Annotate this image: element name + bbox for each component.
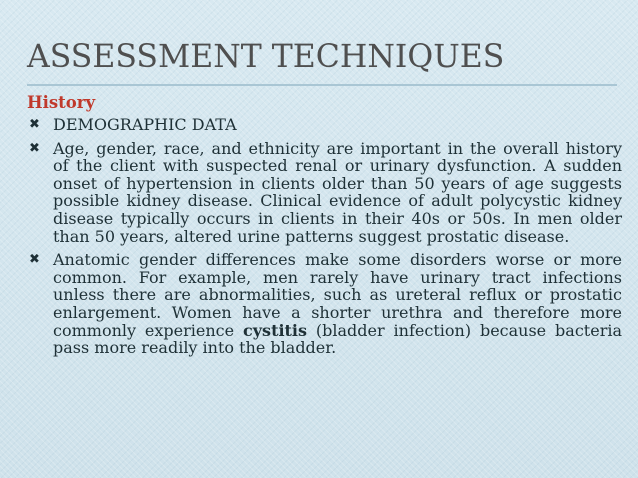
x-mark-icon: ✖ [29,140,40,156]
bullet-text [53,251,622,357]
bullet-text: Age, gender, race, and ethnicity are important in the overall history of the client with suspected renal or urinary dysfunction. A sudden onset of hypertension in clients older than 50 years of age suggests possible kidney disease. Clinical evidence of adult polycystic kidney disease typically occurs in clients in their 40s or 50s. In men older than 50 years, altered urine patterns suggest prostatic disease. [53,138,622,246]
bullet-item [27,251,622,357]
bullet-text-part: (bladder infection) because bacteria pass more readily into the bladder. [53,320,623,358]
bullet-item [27,116,622,134]
bullet-text: DEMOGRAPHIC DATA [53,115,237,134]
title-divider [27,84,617,86]
bold-term: cystitis [243,320,308,340]
bullet-text-part: Anatomic gender differences make some disorders worse or more common. For example, men rarely have urinary tract infections unless there are abnormalities, such as ureteral reflux or prostatic enlargement. Women have a shorter urethra and therefore more commonly experience [53,250,622,340]
bullet-item [27,140,622,246]
slide-title: ASSESSMENT TECHNIQUES [27,39,505,75]
x-mark-icon: ✖ [29,117,40,132]
section-heading: History [27,93,96,112]
bullet-list [27,116,622,363]
x-mark-icon: ✖ [29,252,40,268]
